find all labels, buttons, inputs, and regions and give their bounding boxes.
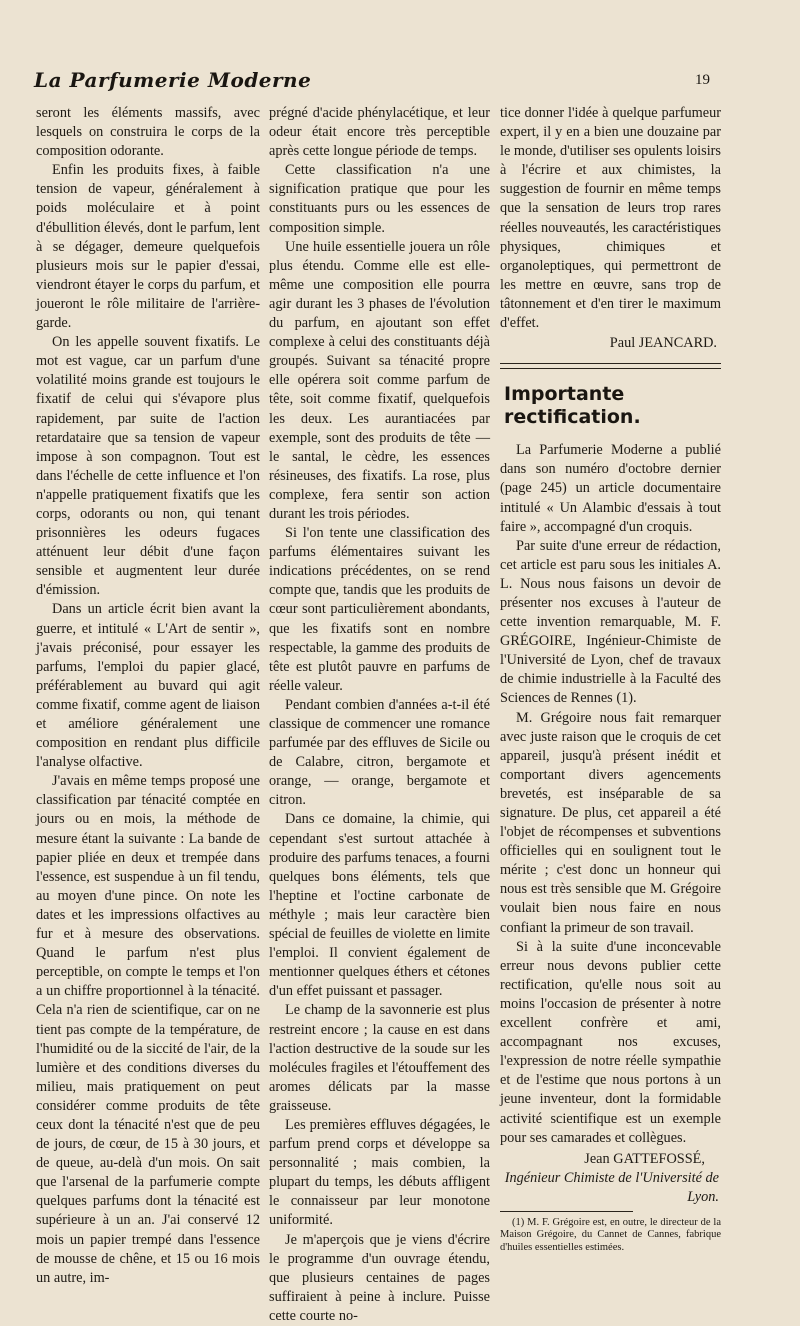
text-column-1 [36, 104, 260, 1288]
signature-affiliation: Ingénieur Chimiste de l'Université de Lyon. [504, 1169, 719, 1205]
paragraph: Si l'on tente une classification des parfums élémentaires suivant les indications précédentes, on se rend compte que, tandis que les produits de cœur sont particulièrement abondants, que les fixatifs sont en nombre respectable, la gamme des produits de tête est plutôt pauvre en parfums de réelle valeur. [269, 525, 490, 694]
paragraph: tice donner l'idée à quelque parfumeur expert, il y en a bien une douzaine par le monde, d'utiliser ses opulents loisirs à l'écrire et aux chimistes, la suggestion de fournir en même temps que la sensation de leurs trop rares réelles nouveautés, les caractéristiques physiques, chimiques et organoleptiques, qui permettront de les mettre en œuvre, sans trop de tâtonnement et d'en tirer le maximum d'effet. [500, 105, 721, 332]
paragraph: M. Grégoire nous fait remarquer avec juste raison que le croquis de cet appareil, jusqu'à présent inédit et comportant divers agencements brevetés, est inséparable de sa signature. De plus, cet appareil a été l'objet de récompenses et subventions officielles qui en soulignent tout le mérite ; c'est donc un honneur qui nous est très sensible que M. Grégoire voulait bien nous faire en nous confiant la primeur de son travail. [500, 709, 721, 936]
footnote: (1) M. F. Grégoire est, en outre, le directeur de la Maison Grégoire, du Cannet de Cannes, fabrique d'huiles essentielles estimées. [500, 1216, 721, 1253]
second-signature: Jean GATTEFOSSÉ, [584, 1150, 705, 1167]
paragraph: J'avais en même temps proposé une classification par ténacité comptée en jours ou en mois, la méthode de mesure étant la suivante : La bande de papier pliée en deux et trempée dans l'essence, est suspendue à un fil tendu, au moyen d'une pince. On note les dates et les impressions olfactives au fur et à mesure des observations. Quand le parfum n'est plus perceptible, on compte le temps et l'on a un chiffre proportionnel à la ténacité. Cela n'a rien de scientifique, car on ne tient pas compte de la température, de l'humidité ou de la siccité de l'air, de la lumière et des conditions diverses du milieu, mais pratiquement on peut considérer comme produits de tête ceux dont la ténacité n'est que de peu de jours, de cœur, de 15 à 30 jours, et de queue, au-delà d'un mois. On sait que l'arsenal de la parfumerie compte quelques parfums dont la ténacité est supérieure à un an. J'ai conservé 12 mois un papier trempé dans l'essence de mousse de chêne, et 15 ou 16 mois un autre, im- [36, 773, 260, 1286]
paragraph: Je m'aperçois que je viens d'écrire le programme d'un ouvrage étendu, que plusieurs centaines de pages suffiraient à peine à inclure. Puisse cette courte no- [269, 1231, 490, 1324]
section-divider [500, 363, 721, 369]
paragraph: Par suite d'une erreur de rédaction, cet article est paru sous les initiales A. L. Nous nous faisons un devoir de présenter nos excuses à l'auteur de cette invention remarquable, M. F. GRÉGOIRE, Ingénieur-Chimiste de l'Université de Lyon, chef de travaux de chimie industrielle à la Faculté des Sciences de Rennes (1). [500, 537, 721, 707]
footnote-divider [500, 1211, 633, 1212]
paragraph: seront les éléments massifs, avec lesquels on construira le corps de la composition odorante. [36, 105, 260, 160]
rectification-body [500, 441, 721, 1147]
text-column-2 [269, 104, 490, 1326]
page-header [34, 68, 716, 100]
paragraph: Dans un article écrit bien avant la guerre, et intitulé « L'Art de sentir », j'avais préconisé, pour essayer les parfums, l'emploi du papier glacé, préférablement au buvard qui agit comme fixatif, comme agent de liaison et améliore généralement une composition en rendant plus difficile l'analyse olfactive. [36, 601, 260, 771]
paragraph: Pendant combien d'années a-t-il été classique de commencer une romance parfumée par des effluves de Sicile ou de Calabre, citron, bergamote et orange, — orange, bergamote et citron. [269, 696, 490, 809]
paragraph: Le champ de la savonnerie est plus restreint encore ; la cause en est dans l'action destructive de la soude sur les molécules fragiles et l'étouffement des aromes délicats par la masse graisseuse. [269, 1002, 490, 1114]
paragraph: Cette classification n'a une signification pratique que pour les constituants purs ou les essences de composition simple. [269, 162, 490, 236]
paragraph: prégné d'acide phénylacétique, et leur odeur était encore très perceptible après cette longue période de temps. [269, 105, 490, 160]
paragraph: Une huile essentielle jouera un rôle plus étendu. Comme elle est elle-même une composition elle pourra agir durant les 3 phases de l'évolution du parfum, en ajoutant son effet complexe à celui des constituants déjà groupés. Suivant sa ténacité propre elle opérera soit comme parfum de tête, soit comme fixatif, quelquefois les deux. Les aurantiacées par exemple, sont des produits de tête — le santal, le cèdre, les essences résineuses, des fixatifs. La rose, plus complexe, fera sentir son action durant les trois périodes. [269, 238, 490, 522]
paragraph: Si à la suite d'une inconcevable erreur nous devons publier cette rectification, qu'elle nous soit au moins l'occasion de présenter à notre excellent confrère et ami, accompagnant nos excuses, l'expression de notre réelle sympathie et de l'estime que nous portons à un jeune inventeur, dont la formidable activité scientifique est un exemple pour ses camarades et collègues. [500, 938, 721, 1146]
author-signature: Paul JEANCARD. [609, 335, 717, 352]
article-conclusion [500, 104, 721, 333]
paragraph: Dans ce domaine, la chimie, qui cependant s'est surtout attachée à produire des parfums tenaces, a fourni quelques bons éléments, tels que l'heptine et l'octine carbonate de méthyle ; mais leur caractère bien spécial de feuilles de violette en limite l'emploi. Il convient également de mentionner quelques éthers et cétones d'un effet puissant et passager. [269, 811, 490, 1000]
section-heading: Importante rectification. [504, 383, 641, 429]
text-column-3 [500, 104, 721, 1254]
paragraph: Les premières effluves dégagées, le parfum prend corps et développe sa personnalité ; mais combien, la plupart du temps, les débuts affligent le connaisseur par leur monotone uniformité. [269, 1116, 490, 1229]
paragraph: On les appelle souvent fixatifs. Le mot est vague, car un parfum d'une volatilité moins grande est toujours le fixatif de celui qui s'évapore plus rapidement, par suite de l'action retardataire que sa tension de vapeur impose à son compagnon. Tout est dans l'échelle de cette influence et l'on n'appelle pratiquement fixatifs que les corps, odorants ou non, qui tenant prisonnières les odeurs fugaces atténuent leur débit d'une façon sensible et augmentent leur durée d'émission. [36, 334, 260, 599]
paragraph: Enfin les produits fixes, à faible tension de vapeur, généralement à poids moléculaire et à point d'ébullition élevés, dont le parfum, lent à se dégager, demeure quelquefois plusieurs mois sur le papier d'essai, viendront étayer le corps du parfum, et joueront le rôle militaire de l'arrière-garde. [36, 162, 260, 332]
journal-title: La Parfumerie Moderne [34, 68, 312, 92]
page-number: 19 [695, 72, 710, 88]
paragraph: La Parfumerie Moderne a publié dans son numéro d'octobre dernier (page 245) un article documentaire intitulé « Un Alambic d'essais à tout faire », accompagné d'un croquis. [500, 442, 721, 535]
